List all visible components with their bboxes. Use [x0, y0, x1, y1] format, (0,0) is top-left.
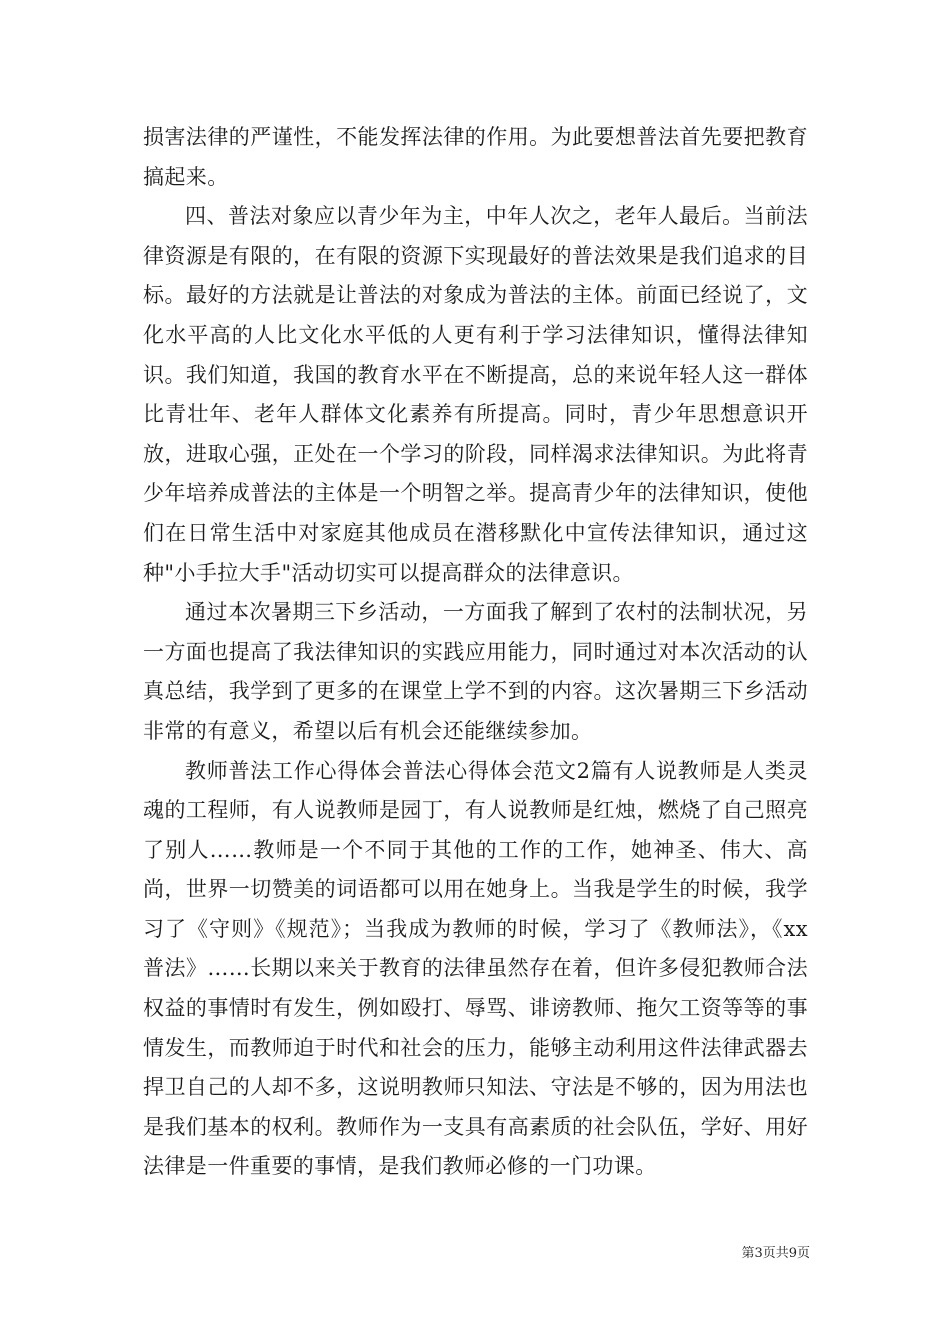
- document-body: [143, 118, 808, 1187]
- paragraph-4: 教师普法工作心得体会普法心得体会范文2篇有人说教师是人类灵魂的工程师，有人说教师是园丁，有人说教师是红烛，燃烧了自己照亮了别人……教师是一个不同于其他的工作的工作，她神圣、伟大、高尚，世界一切赞美的词语都可以用在她身上。当我是学生的时候，我学习了《守则》《规范》；当我成为教师的时候，学习了《教师法》，《xx普法》……长期以来关于教育的法律虽然存在着，但许多侵犯教师合法权益的事情时有发生，例如殴打、辱骂、诽谤教师、拖欠工资等等的事情发生，而教师迫于时代和社会的压力，能够主动利用这件法律武器去捍卫自己的人却不多，这说明教师只知法、守法是不够的，因为用法也是我们基本的权利。教师作为一支具有高素质的社会队伍，学好、用好法律是一件重要的事情，是我们教师必修的一门功课。: [143, 758, 808, 1179]
- paragraph-2: 四、普法对象应以青少年为主，中年人次之，老年人最后。当前法律资源是有限的，在有限的资源下实现最好的普法效果是我们追求的目标。最好的方法就是让普法的对象成为普法的主体。前面已经说了，文化水平高的人比文化水平低的人更有利于学习法律知识，懂得法律知识。我们知道，我国的教育水平在不断提高，总的来说年轻人这一群体比青壮年、老年人群体文化素养有所提高。同时，青少年思想意识开放，进取心强，正处在一个学习的阶段，同样渴求法律知识。为此将青少年培养成普法的主体是一个明智之举。提高青少年的法律知识，使他们在日常生活中对家庭其他成员在潜移默化中宣传法律知识，通过这种"小手拉大手"活动切实可以提高群众的法律意识。: [143, 204, 808, 585]
- paragraph-1: 损害法律的严谨性，不能发挥法律的作用。为此要想普法首先要把教育搞起来。: [143, 125, 808, 189]
- paragraph-3: 通过本次暑期三下乡活动，一方面我了解到了农村的法制状况，另一方面也提高了我法律知识的实践应用能力，同时通过对本次活动的认真总结，我学到了更多的在课堂上学不到的内容。这次暑期三下乡活动非常的有意义，希望以后有机会还能继续参加。: [143, 600, 808, 743]
- page-number: 第3页共9页: [741, 1246, 810, 1261]
